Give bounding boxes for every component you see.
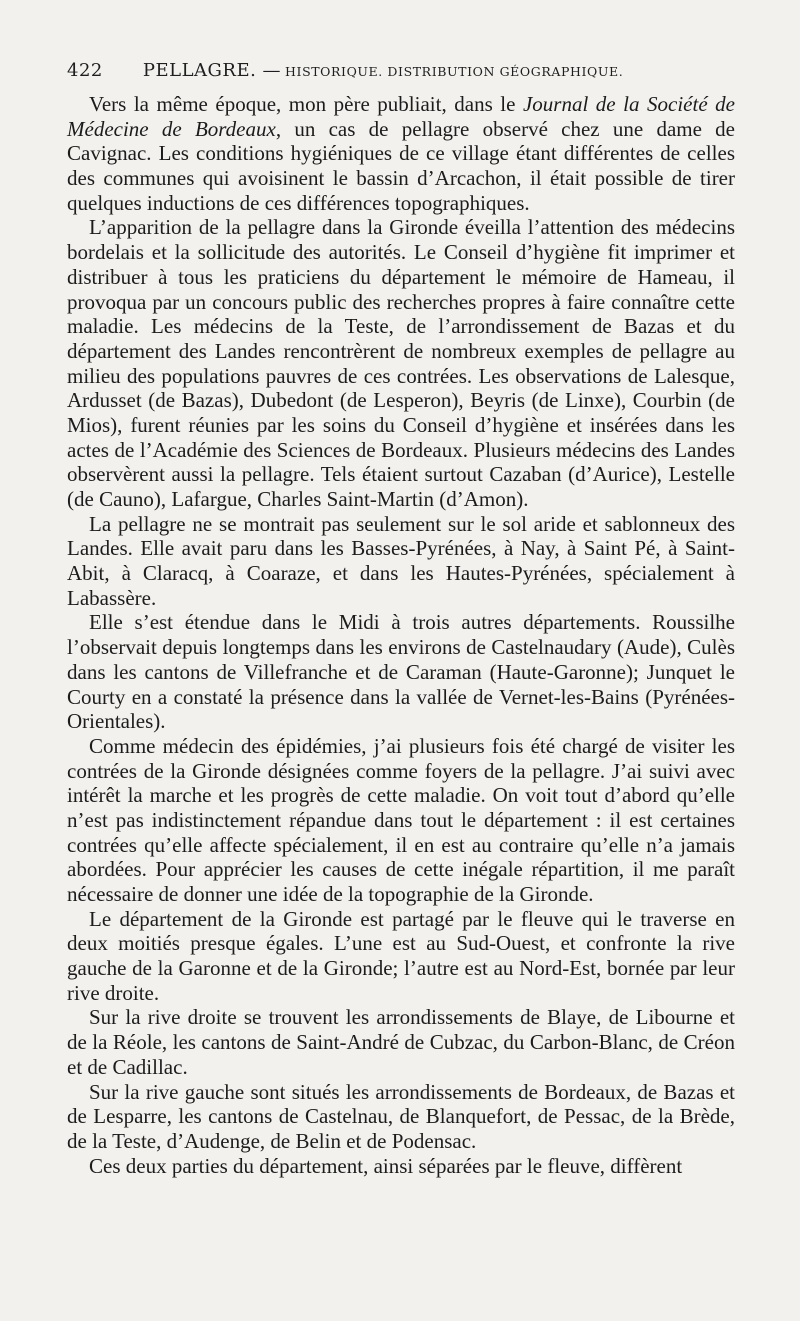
journal-title: Journal de la Société de Médecine de Bordeaux [67, 92, 735, 141]
paragraph: Sur la rive droite se trouvent les arrondissements de Blaye, de Libourne et de la Réole, les cantons de Saint-André de Cubzac, du Carbon-Blanc, de Créon et de Cadillac. [67, 1005, 735, 1079]
paragraph: Le département de la Gironde est partagé par le fleuve qui le traverse en deux moitiés presque égales. L’une est au Sud-Ouest, et confronte la rive gauche de la Garonne et de la Gironde; l’autre est au Nord-Est, bornée par leur rive droite. [67, 906, 735, 1005]
paragraph: Comme médecin des épidémies, j’ai plusieurs fois été chargé de visiter les contrées de la Gironde désignées comme foyers de la pellagre. J’ai suivi avec intérêt la marche et les progrès de cette maladie. On voit tout d’abord qu’elle n’est pas indistinctement répandue dans tout le département : il est certaines contrées qu’elle affecte spécialement, il en est au contraire qu’elle n’a jamais abordées. Pour apprécier les causes de cette inégale répartition, il me paraît nécessaire de donner une idée de la topographie de la Gironde. [67, 733, 735, 906]
body-text [67, 92, 735, 1178]
paragraph: Elle s’est étendue dans le Midi à trois autres départements. Roussilhe l’observait depuis longtemps dans les environs de Castelnaudary (Aude), Culès dans les cantons de Villefranche et de Caraman (Haute-Garonne); Junquet le Courty en a constaté la présence dans la vallée de Vernet-les-Bains (Pyrénées-Orientales). [67, 610, 735, 734]
paragraph: La pellagre ne se montrait pas seulement sur le sol aride et sablonneux des Landes. Elle avait paru dans les Basses-Pyrénées, à Nay, à Saint Pé, à Saint-Abit, à Claracq, à Coaraze, et dans les Hautes-Pyrénées, spécialement à Labassère. [67, 511, 735, 610]
paragraph: Sur la rive gauche sont situés les arrondissements de Bordeaux, de Bazas et de Lesparre, les cantons de Castelnau, de Blanquefort, de Pessac, de la Brède, de la Teste, d’Audenge, de Belin et de Podensac. [67, 1079, 735, 1153]
paragraph: Vers la même époque, mon père publiait, dans le Journal de la Société de Médecine de Bordeaux, un cas de pellagre observé chez une dame de Cavignac. Les conditions hygiéniques de ce village étant différentes de celles des communes qui avoisinent le bassin d’Arcachon, il était possible de tirer quelques inductions de ces différences topographiques. [67, 92, 735, 215]
running-subtitle: HISTORIQUE. DISTRIBUTION GÉOGRAPHIQUE. [285, 64, 624, 79]
running-header [67, 60, 735, 90]
running-title: PELLAGRE. — [142, 60, 282, 81]
paragraph: Ces deux parties du département, ainsi séparées par le fleuve, diffèrent [89, 1153, 683, 1178]
paragraph: L’apparition de la pellagre dans la Gironde éveilla l’attention des médecins bordelais et la sollicitude des autorités. Le Conseil d’hygiène fit imprimer et distribuer à tous les praticiens du département le mémoire de Hameau, il provoqua par un concours public des recherches propres à faire connaître cette maladie. Les médecins de la Teste, de l’arrondissement de Bazas et du département des Landes rencontrèrent de nombreux exemples de pellagre au milieu des populations pauvres de ces contrées. Les observations de Lalesque, Ardusset (de Bazas), Dubedont (de Lesperon), Beyris (de Linxe), Courbin (de Mios), furent réunies par les soins du Conseil d’hygiène et insérées dans les actes de l’Académie des Sciences de Bordeaux. Plusieurs médecins des Landes observèrent aussi la pellagre. Tels étaient surtout Cazaban (d’Aurice), Lestelle (de Cauno), Lafargue, Charles Saint-Martin (d’Amon). [67, 215, 735, 511]
page-number: 422 [67, 60, 103, 81]
